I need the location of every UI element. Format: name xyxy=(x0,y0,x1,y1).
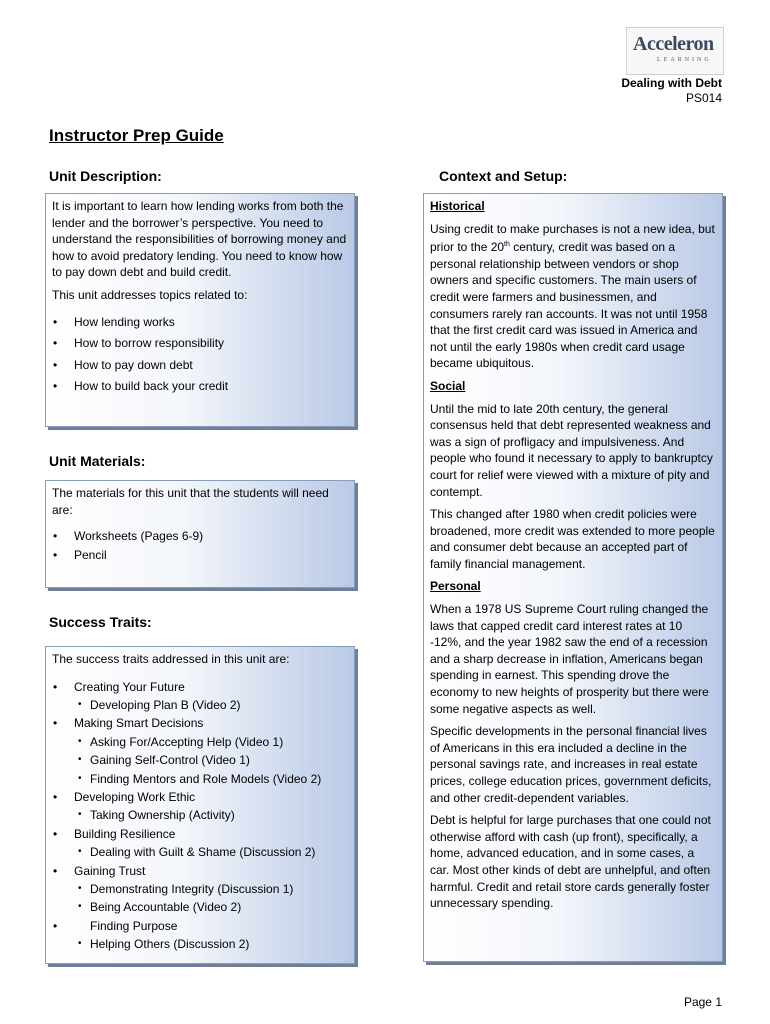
historical-label: Historical xyxy=(430,199,485,213)
list-item: • Worksheets (Pages 6-9) xyxy=(52,528,348,545)
page-number: Page 1 xyxy=(683,995,722,1009)
unit-description-heading: Unit Description: xyxy=(49,168,162,184)
superscript: th xyxy=(504,241,510,249)
trait-sub-item: • Gaining Self-Control (Video 1) xyxy=(52,751,348,769)
social-text-1: Until the mid to late 20th century, the general consensus held that debt represented weakness and was a sign of profligacy and impulsiveness. And people who found it necessary to apply to bankruptcy court for relief were viewed with a mixture of pity and contempt. xyxy=(430,401,713,499)
trait-item: • Creating Your Future xyxy=(52,678,348,696)
trait-sub-item: • Asking For/Accepting Help (Video 1) xyxy=(52,733,348,751)
traits-list xyxy=(52,678,348,954)
topic-list xyxy=(52,314,348,395)
list-item: • How to pay down debt xyxy=(52,357,348,374)
trait-sub-item: • Dealing with Guilt & Shame (Discussion 2) xyxy=(52,843,348,861)
list-item: • How to build back your credit xyxy=(52,378,348,395)
unit-description-intro: This unit addresses topics related to: xyxy=(52,287,248,302)
list-item: • Pencil xyxy=(52,547,348,564)
trait-sub-item: • Developing Plan B (Video 2) xyxy=(52,696,348,714)
success-traits-intro: The success traits addressed in this unit are: xyxy=(52,652,290,666)
historical-text xyxy=(430,221,716,372)
trait-item: • Developing Work Ethic xyxy=(52,788,348,806)
success-traits-panel xyxy=(45,646,355,964)
page-title: Instructor Prep Guide xyxy=(49,126,224,145)
personal-text-3: Debt is helpful for large purchases that one could not otherwise afford with cash (up front), specifically, a home, advanced education, and in some cases, a car. Most other kinds of debt are unhelpful, and often harmful. Credit and retail store cards generally foster unnecessary spending. xyxy=(430,813,711,911)
trait-sub-item: • Helping Others (Discussion 2) xyxy=(52,935,348,953)
context-setup-heading: Context and Setup: xyxy=(439,168,568,184)
trait-sub-item: • Finding Mentors and Role Models (Video 2) xyxy=(52,770,348,788)
unit-description-panel xyxy=(45,193,355,427)
trait-sub-item: • Being Accountable (Video 2) xyxy=(52,898,348,916)
trait-item: • Finding Purpose xyxy=(52,917,348,935)
materials-list xyxy=(52,528,348,563)
personal-label: Personal xyxy=(430,579,481,594)
logo-subtitle: LEARNING xyxy=(657,57,712,63)
trait-item: • Making Smart Decisions xyxy=(52,714,348,732)
list-item: • How lending works xyxy=(52,314,348,331)
unit-materials-heading: Unit Materials: xyxy=(49,453,146,469)
list-item: • How to borrow responsibility xyxy=(52,335,348,352)
personal-text-2: Specific developments in the personal financial lives of Americans in this era included a decline in the personal savings rate, and increases in real estate prices, college education prices, government deficits, and other credit-dependent variables. xyxy=(430,724,712,805)
trait-sub-item: • Demonstrating Integrity (Discussion 1) xyxy=(52,880,348,898)
document-title: Dealing with Debt xyxy=(621,76,722,90)
document-code: PS014 xyxy=(685,91,722,105)
unit-materials-intro: The materials for this unit that the students will need are: xyxy=(52,486,329,517)
unit-materials-panel xyxy=(45,480,355,588)
trait-item: • Gaining Trust xyxy=(52,862,348,880)
context-setup-panel xyxy=(423,193,723,962)
social-label: Social xyxy=(430,378,466,393)
historical-text-part: century, credit was based on a personal relationship between vendors or shop owners and specific customers. The main users of credit were farmers and businessmen, and consumers rarely ran accounts. It was not until 1958 that the first credit card was issued in America and not until the early 1980s when credit card usage became ubiquitous. xyxy=(430,240,708,371)
success-traits-heading: Success Traits: xyxy=(49,614,152,630)
historical-text-part: Using credit to make purchases is not a new idea, but prior to the 20 xyxy=(430,221,715,255)
trait-item: • Building Resilience xyxy=(52,825,348,843)
document-header xyxy=(621,76,722,106)
acceleron-logo xyxy=(626,27,724,75)
personal-text-1: When a 1978 US Supreme Court ruling changed the laws that capped credit card interest rates at 10 -12%, and the year 1982 saw the end of a recession and a sharp decrease in inflation, Americans began spending in earnest. This spending drove the economy to new heights of prosperity but there were some negative aspects as well. xyxy=(430,602,709,716)
logo-name: Acceleron xyxy=(633,33,714,55)
trait-sub-item: • Taking Ownership (Activity) xyxy=(52,806,348,824)
social-text-2: This changed after 1980 when credit policies were broadened, more credit was extended to more people and consumer debt because an accepted part of family financial management. xyxy=(430,507,715,571)
unit-description-text: It is important to learn how lending works from both the lender and the borrower’s perspective. You need to understand the responsibilities of borrowing money and how to avoid predatory lending. You need to know how to pay down debt and build credit. xyxy=(52,199,347,280)
